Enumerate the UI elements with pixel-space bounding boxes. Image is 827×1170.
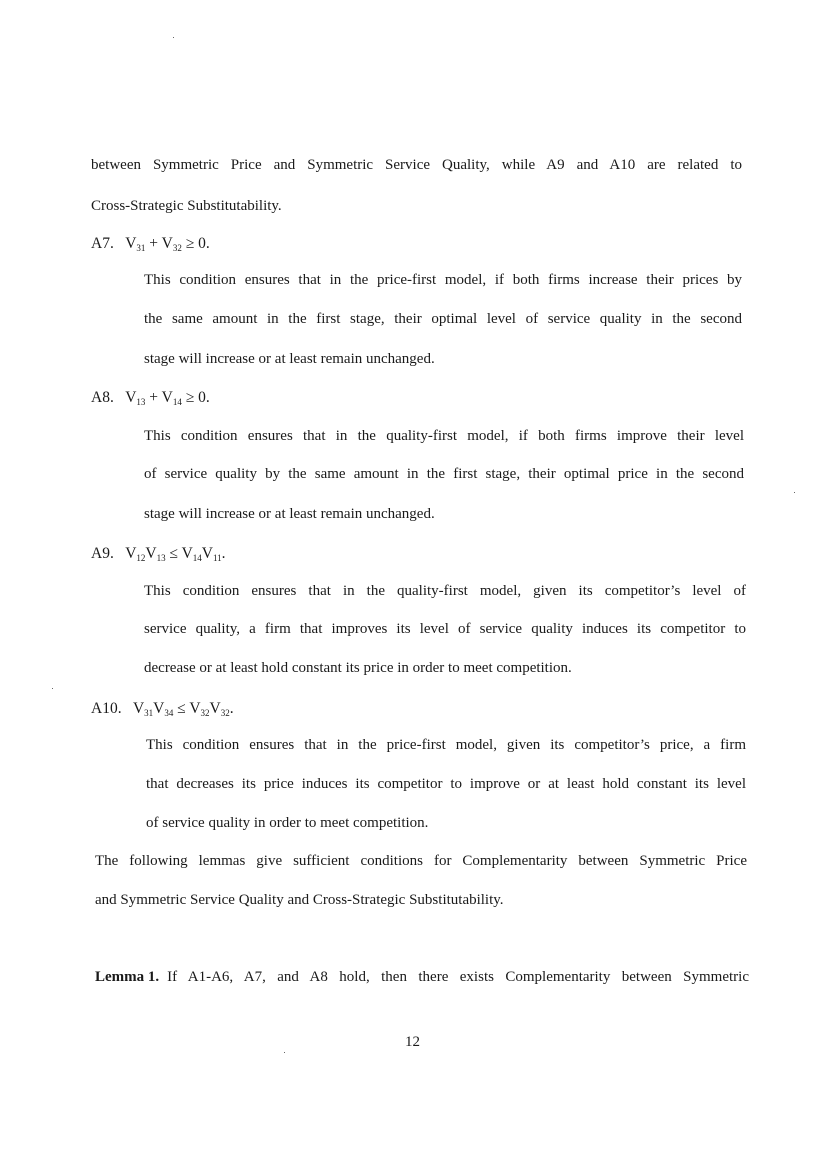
- scan-speck: [52, 688, 53, 689]
- assumption-label: A7.: [91, 235, 114, 252]
- assumption-a8-text-1: This condition ensures that in the quality-first model, if both firms improve their level: [144, 428, 744, 444]
- lemma-intro-line-1: The following lemmas give sufficient conditions for Complementarity between Symmetric Price: [95, 853, 747, 869]
- assumption-label: A10.: [91, 700, 122, 717]
- assumption-label: A9.: [91, 545, 114, 562]
- assumption-a7-text-2: the same amount in the first stage, their optimal level of service quality in the second: [144, 311, 742, 327]
- assumption-a9: A9. $V_{12}V_{13} \le V_{14}V_{11}$.: [91, 545, 226, 563]
- assumption-a8: A8. $V_{13} + V_{14} \ge 0$.: [91, 389, 210, 407]
- assumption-a10-text-2: that decreases its price induces its competitor to improve or at least hold constant its level: [146, 776, 746, 792]
- lemma-intro-line-2: and Symmetric Service Quality and Cross-Strategic Substitutability.: [95, 892, 504, 908]
- assumption-a10-text-3: of service quality in order to meet competition.: [146, 815, 429, 831]
- assumption-a9-text-2: service quality, a firm that improves its level of service quality induces its competitor to: [144, 621, 746, 637]
- lemma-1: [95, 968, 749, 986]
- intro-line-1: between Symmetric Price and Symmetric Service Quality, while A9 and A10 are related to: [91, 157, 742, 173]
- lemma-text: If A1-A6, A7, and A8 hold, then there exists Complementarity between Symmetric: [167, 969, 749, 985]
- assumption-a7: A7. $V_{31} + V_{32} \ge 0$.: [91, 235, 210, 253]
- page-number: 12: [405, 1034, 420, 1050]
- assumption-a10: A10. $V_{31}V_{34} \le V_{32}V_{32}$.: [91, 700, 234, 718]
- assumption-a9-text-1: This condition ensures that in the quality-first model, given its competitor’s level of: [144, 583, 746, 599]
- scan-speck: [794, 492, 795, 493]
- intro-line-2: Cross-Strategic Substitutability.: [91, 198, 282, 214]
- assumption-label: A8.: [91, 389, 114, 406]
- assumption-a7-text-3: stage will increase or at least remain unchanged.: [144, 351, 435, 367]
- assumption-a8-text-2: of service quality by the same amount in the first stage, their optimal price in the second: [144, 466, 744, 482]
- scan-speck: [173, 37, 174, 38]
- assumption-a8-text-3: stage will increase or at least remain unchanged.: [144, 506, 435, 522]
- assumption-a9-text-3: decrease or at least hold constant its price in order to meet competition.: [144, 660, 572, 676]
- assumption-a7-text-1: This condition ensures that in the price-first model, if both firms increase their prices by: [144, 272, 742, 288]
- lemma-label: Lemma 1.: [95, 969, 160, 985]
- assumption-a10-text-1: This condition ensures that in the price-first model, given its competitor’s price, a firm: [146, 737, 746, 753]
- scan-speck: [284, 1052, 285, 1053]
